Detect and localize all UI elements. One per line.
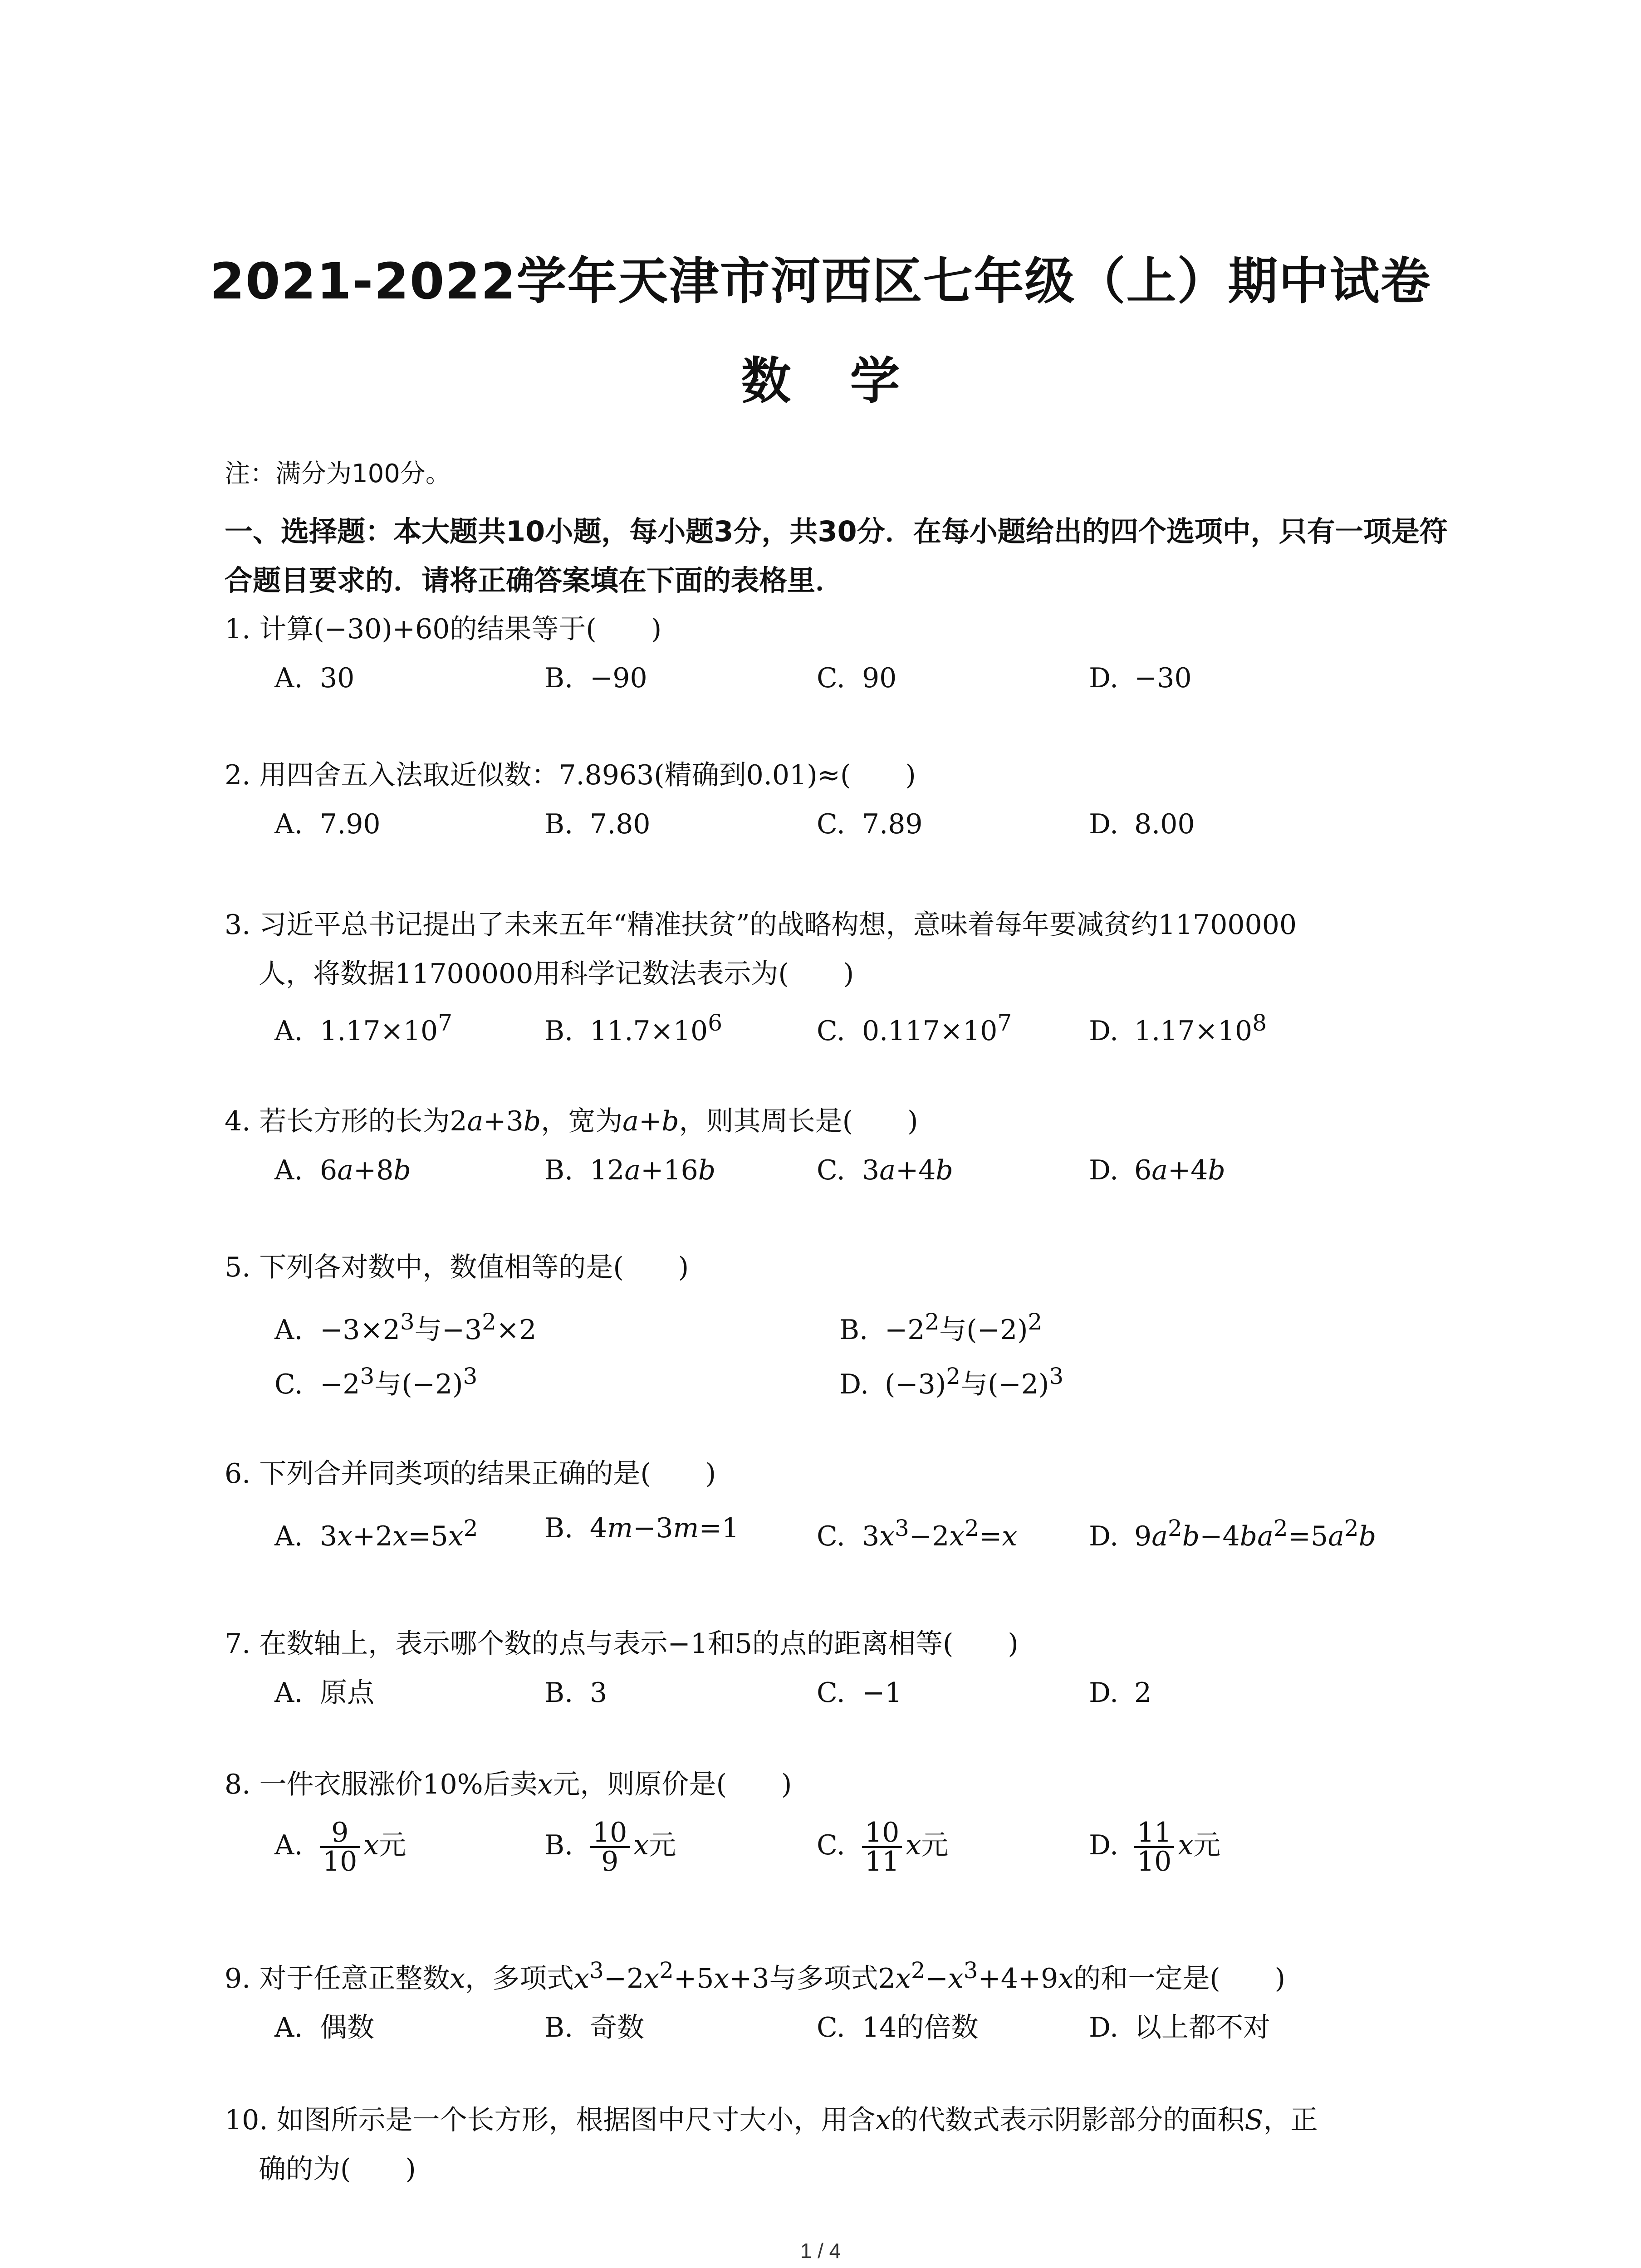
option-d: D. −30	[1089, 662, 1192, 694]
page-number: 1 / 4	[800, 2239, 841, 2263]
option-b: B. $11.7\times 10^6$	[544, 1010, 723, 1047]
option-c: C. −1	[817, 1677, 902, 1709]
question-3	[225, 900, 1450, 1047]
option-d: D. $1.17\times 10^8$	[1089, 1010, 1267, 1047]
question-10	[225, 2096, 1450, 2194]
option-d: D. 6a+4b	[1089, 1154, 1225, 1186]
question-4	[225, 1097, 1450, 1195]
question-number: 7.	[225, 1628, 251, 1660]
question-number: 5.	[225, 1251, 251, 1283]
options	[274, 1809, 1450, 1877]
option-c: C. $3x^3-2x^2=x$	[817, 1515, 1018, 1552]
question-stem: 下列合并同类项的结果正确的是( )	[259, 1458, 716, 1490]
question-9	[225, 1946, 1450, 2052]
options	[274, 2003, 1450, 2052]
question-number: 4.	[225, 1105, 251, 1137]
fraction: $\frac{9}{10}$	[320, 1819, 360, 1875]
fraction: $\frac{11}{10}$	[1134, 1819, 1174, 1875]
option-b: B. 奇数	[544, 2012, 644, 2043]
question-1	[225, 605, 1450, 703]
question-stem: 下列各对数中，数值相等的是( )	[259, 1251, 689, 1283]
question-number: 3.	[225, 909, 251, 941]
question-8	[225, 1760, 1450, 1877]
option-a: A. 30	[274, 662, 355, 694]
option-d: D. 2	[1089, 1677, 1152, 1709]
question-6	[225, 1449, 1450, 1553]
option-d: D. $\frac{11}{10}$ x元	[1089, 1817, 1221, 1878]
question-number: 1.	[225, 613, 251, 645]
option-a: A. $3x+2x=5x^2$	[274, 1515, 478, 1552]
option-a: A. $1.17\times 10^7$	[274, 1010, 453, 1047]
question-stem: 4. 若长方形的长为2a+3b，宽为a+b，则其周长是( )	[225, 1105, 918, 1137]
option-b: B. 4m−3m=1	[544, 1512, 739, 1544]
option-b: B. 7.80	[544, 808, 651, 840]
options-row-2	[274, 1352, 1450, 1401]
question-7	[225, 1619, 1450, 1717]
option-b: B. 3	[544, 1677, 607, 1709]
question-stem: 在数轴上，表示哪个数的点与表示−1和5的点的距离相等( )	[259, 1628, 1019, 1660]
question-number: 9.	[225, 1963, 251, 1994]
question-number: 6.	[225, 1458, 251, 1490]
option-a: A. 6a+8b	[274, 1154, 411, 1186]
score-note: 注：满分为100分。	[225, 459, 451, 489]
option-a: A. 7.90	[274, 808, 381, 840]
question-2	[225, 751, 1450, 849]
options	[274, 654, 1450, 703]
option-c: C. 14的倍数	[817, 2012, 979, 2043]
option-c: C. $\frac{10}{11}$ x元	[817, 1817, 949, 1878]
option-a: A. 偶数	[274, 2012, 374, 2043]
option-c: C. $-2^3$与$(-2)^3$	[274, 1363, 478, 1400]
question-stem: 用四舍五入法取近似数：7.8963(精确到0.01)≈( )	[259, 759, 916, 791]
option-d: D. 以上都不对	[1089, 2012, 1270, 2043]
options	[274, 800, 1450, 849]
question-number: 10.	[225, 2104, 268, 2136]
question-stem: 计算(−30)+60的结果等于( )	[259, 613, 662, 645]
question-stem: 10. 如图所示是一个长方形，根据图中尺寸大小，用含x的代数式表示阴影部分的面积S，正 确的为( )	[225, 2104, 1318, 2185]
section-heading: 一、选择题：本大题共10小题，每小题3分，共30分．在每小题给出的四个选项中，只有一项是符合题目要求的．请将正确答案填在下面的表格里．	[225, 515, 1448, 597]
fraction: $\frac{10}{11}$	[862, 1819, 902, 1875]
options-row-1	[274, 1297, 1450, 1346]
option-c: C. 90	[817, 662, 897, 694]
question-stem: 8. 一件衣服涨价10%后卖x元，则原价是( )	[225, 1769, 792, 1800]
options	[274, 1668, 1450, 1717]
options	[274, 1504, 1450, 1553]
question-stem-line-1: 习近平总书记提出了未来五年“精准扶贫”的战略构想，意味着每年要减贫约11700000	[259, 909, 1297, 941]
subject-title: 数学	[741, 352, 959, 410]
question-stem-line-2: 人，将数据11700000用科学记数法表示为( )	[259, 958, 854, 990]
options	[274, 1146, 1450, 1195]
options	[274, 998, 1450, 1047]
option-d: D. $(-3)^2$与$(-2)^3$	[839, 1363, 1064, 1400]
question-stem: 9. 对于任意正整数x，多项式$x^3-2x^2+5x+3$与多项式$2x^2-x^3+4+9x$的和一定是( )	[225, 1957, 1286, 1994]
option-d: D. 8.00	[1089, 808, 1195, 840]
option-a: A. $\frac{9}{10}$ x元	[274, 1817, 407, 1878]
option-a: A. 原点	[274, 1677, 374, 1709]
option-d: D. $9a^2b-4ba^2=5a^2b$	[1089, 1515, 1376, 1552]
option-b: B. 12a+16b	[544, 1154, 716, 1186]
option-b: B. $\frac{10}{9}$ x元	[544, 1817, 676, 1878]
option-c: C. 3a+4b	[817, 1154, 953, 1186]
page-title: 2021-2022学年天津市河西区七年级（上）期中试卷	[210, 252, 1431, 310]
fraction: $\frac{10}{9}$	[590, 1819, 630, 1875]
option-b: B. −90	[544, 662, 647, 694]
option-a: A. $-3\times 2^3$与$-3^2\times 2$	[274, 1309, 537, 1346]
option-c: C. $0.117\times 10^7$	[817, 1010, 1012, 1047]
question-number: 2.	[225, 759, 251, 791]
option-b: B. $-2^2$与$(-2)^2$	[839, 1309, 1043, 1346]
option-c: C. 7.89	[817, 808, 923, 840]
question-number: 8.	[225, 1769, 251, 1800]
question-5	[225, 1243, 1450, 1401]
